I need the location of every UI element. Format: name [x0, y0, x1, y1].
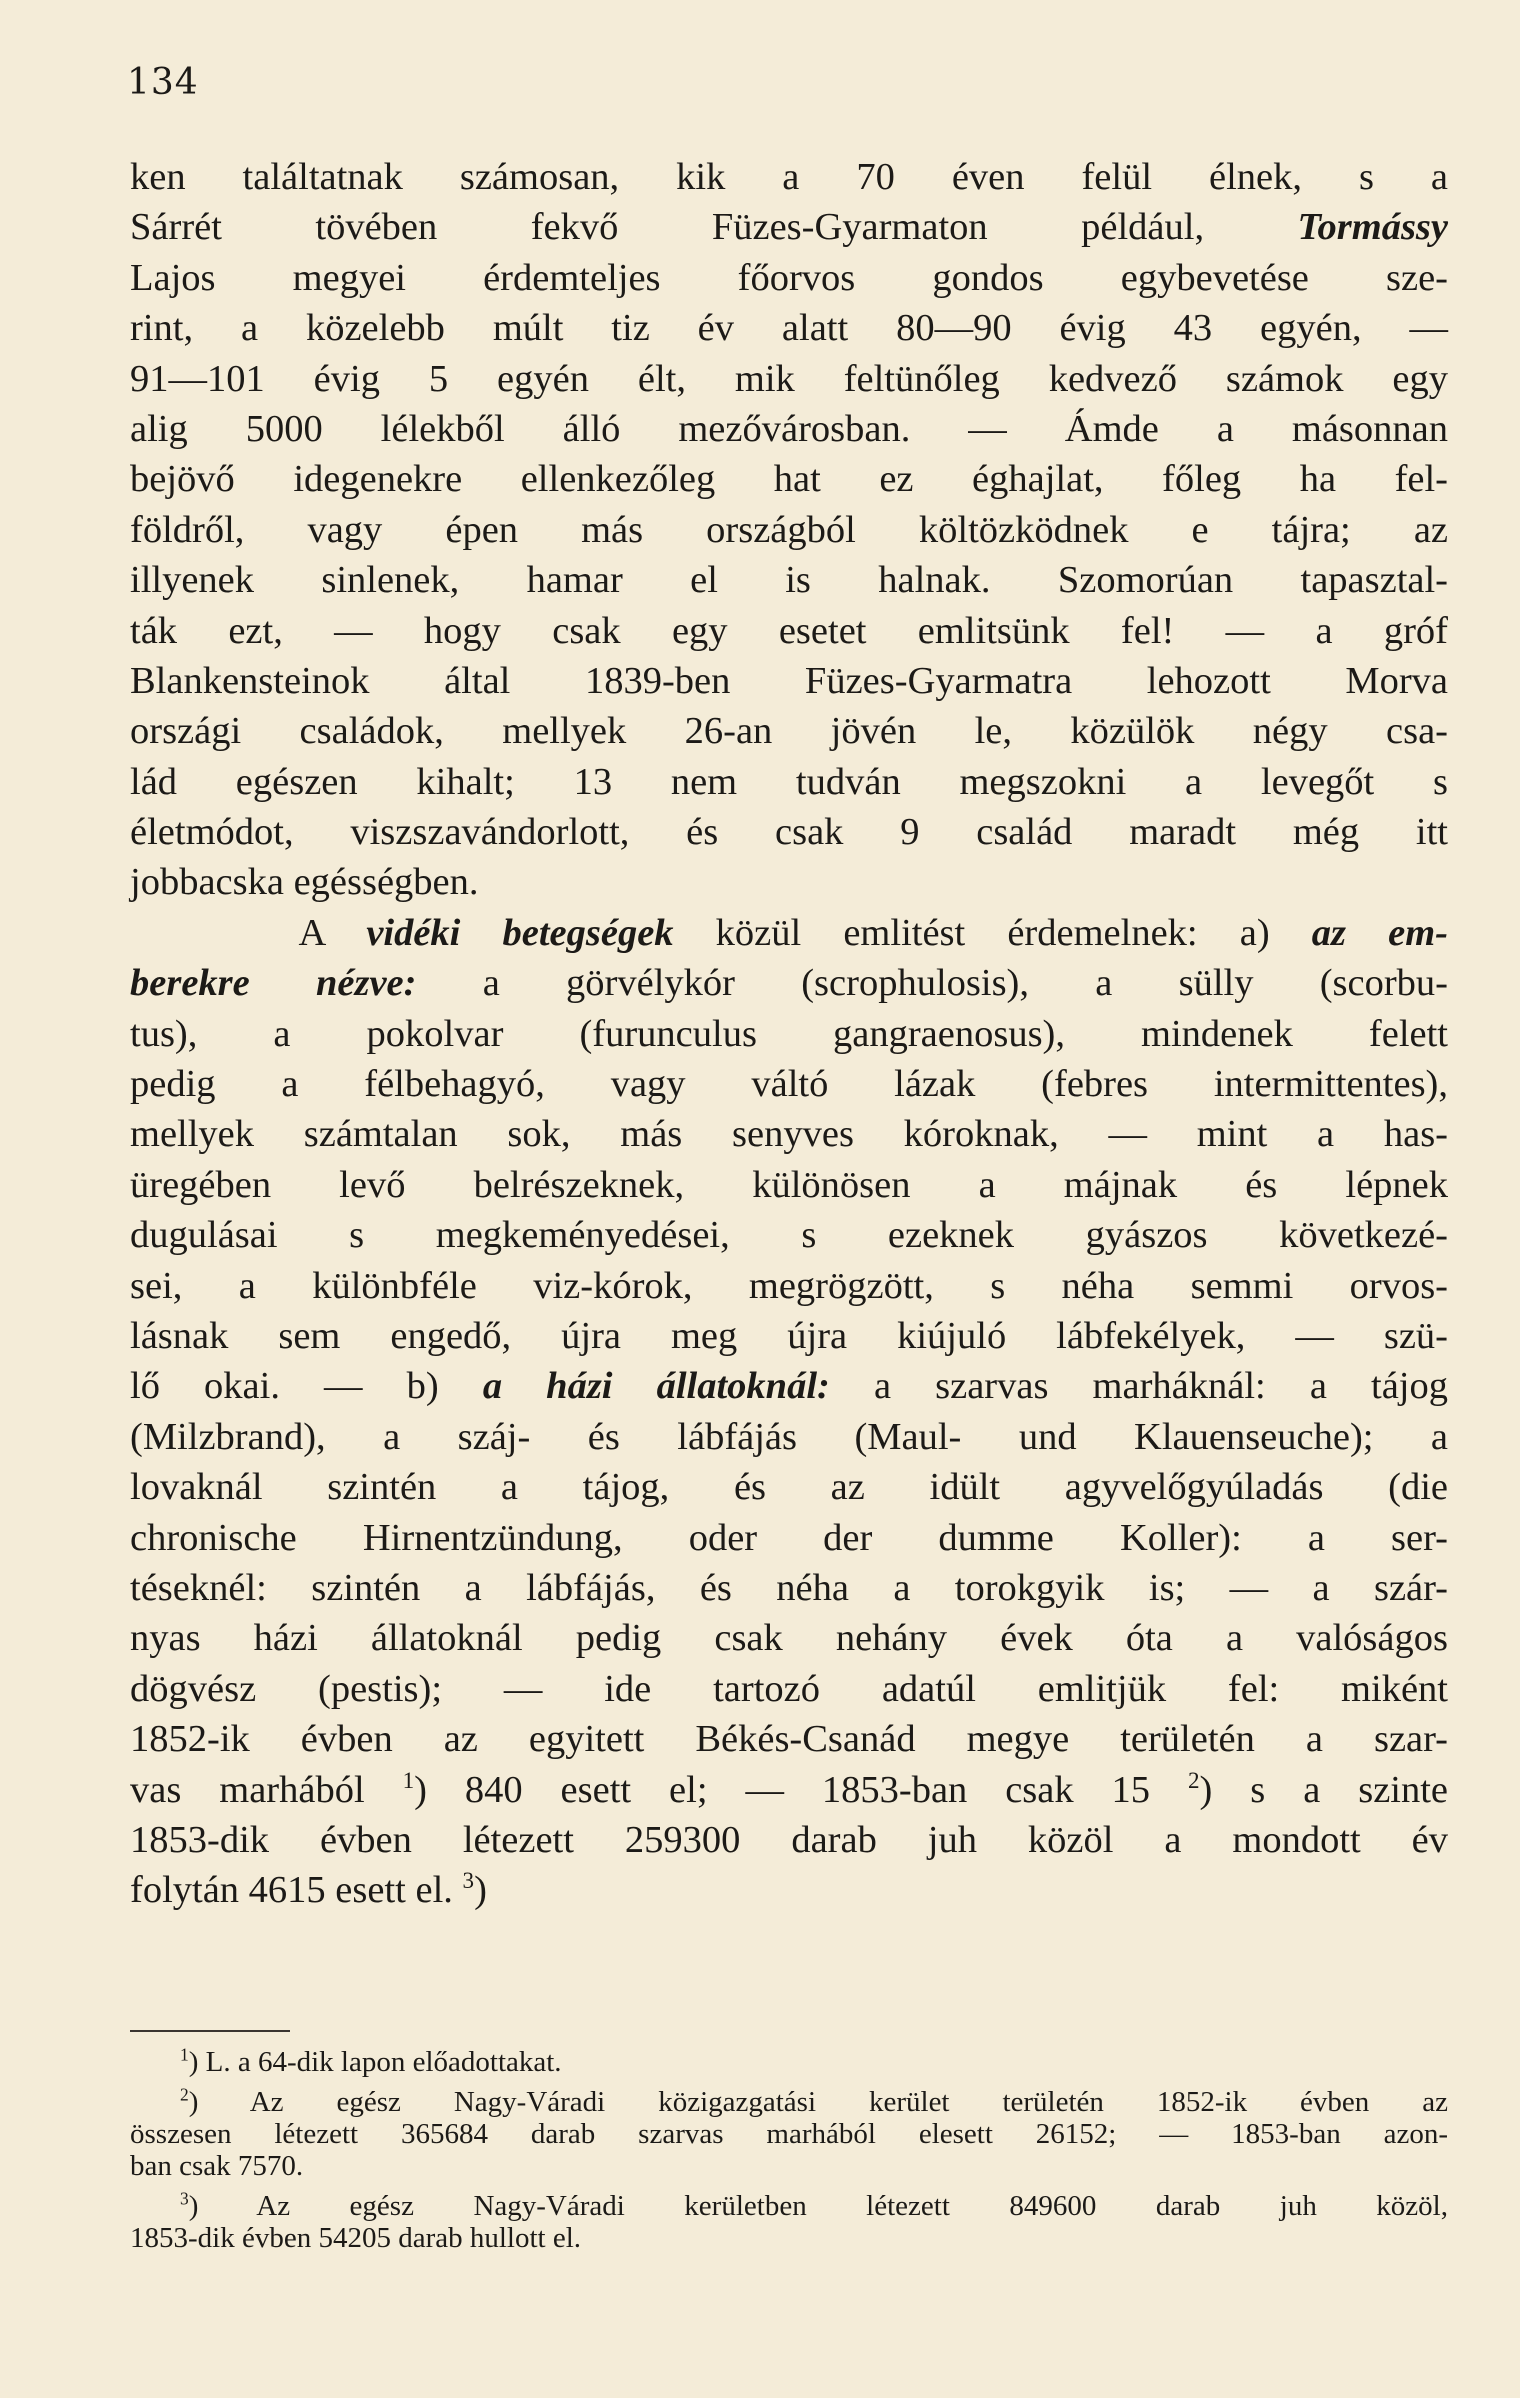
body-line: ken találtatnak számosan, kik a 70 éven felül élnek, s a: [130, 156, 1448, 198]
body-line: jobbacska egésségben.: [130, 861, 479, 904]
footnote-line: $^1$) L. a 64-dik lapon előadottakat.: [180, 2044, 562, 2078]
body-line: országi családok, mellyek 26-an jövén le, közülök négy csa-: [130, 710, 1448, 753]
body-line: Blankensteinok által 1839-ben Füzes-Gyarmatra lehozott Morva: [130, 659, 1448, 702]
body-line: chronische Hirnentzündung, oder der dumme Koller): a ser-: [130, 1516, 1448, 1559]
body-line: vas marhából $^1$) 840 esett el; — 1853-ban csak 15 $^2$) s a szinte: [130, 1766, 1449, 1811]
body-line: 1852-ik évben az egyitett Békés-Csanád megye területén a szar-: [130, 1718, 1448, 1761]
body-line: lád egészen kihalt; 13 nem tudván megszokni a levegőt s: [130, 760, 1448, 803]
body-line: illyenek sinlenek, hamar el is halnak. Szomorúan tapasztal-: [130, 559, 1448, 602]
body-line: Sárrét tövében fekvő Füzes-Gyarmaton például, Tormássy: [130, 206, 1448, 249]
body-line: életmódot, viszszavándorlott, és csak 9 család maradt még itt: [130, 811, 1448, 854]
footnote: [130, 2046, 1448, 2078]
body-line: lásnak sem engedő, újra meg újra kiújuló lábfekélyek, — szü-: [130, 1314, 1448, 1357]
body-line: rint, a közelebb múlt tiz év alatt 80—90 évig 43 egyén, —: [130, 307, 1448, 350]
body-line: berekre nézve: a görvélykór (scrophulosis), a sülly (scorbu-: [130, 962, 1448, 1005]
body-line: dögvész (pestis); — ide tartozó adatúl emlitjük fel: miként: [130, 1667, 1448, 1710]
body-line: (Milzbrand), a száj- és lábfájás (Maul- und Klauenseuche); a: [130, 1415, 1448, 1458]
body-line: téseknél: szintén a lábfájás, és néha a torokgyik is; — a szár-: [130, 1566, 1448, 1609]
footnote-line: 1853-dik évben 54205 darab hullott el.: [130, 2222, 582, 2254]
footnotes: [130, 2046, 1448, 2262]
body-line: lő okai. — b) a házi állatoknál: a szarvas marháknál: a tájog: [130, 1365, 1448, 1408]
body-line: tus), a pokolvar (furunculus gangraenosus), mindenek felett: [130, 1012, 1448, 1055]
body-line: bejövő idegenekre ellenkezőleg hat ez éghajlat, főleg ha fel-: [130, 458, 1448, 501]
body-line: 1853-dik évben létezett 259300 darab juh közöl a mondott év: [130, 1818, 1448, 1861]
footnote-line: $^2$) Az egész Nagy-Váradi közigazgatási kerület területén 1852-ik évben az: [180, 2084, 1448, 2118]
footnote-line: $^3$) Az egész Nagy-Váradi kerületben létezett 849600 darab juh közöl,: [180, 2188, 1448, 2222]
body-line: sei, a különbféle viz-kórok, megrögzött, s néha semmi orvos-: [130, 1264, 1448, 1307]
body-line: A vidéki betegségek közül emlitést érdemelnek: a) az em-: [130, 911, 1448, 954]
body-line: 91—101 évig 5 egyén élt, mik feltünőleg kedvező számok egy: [130, 357, 1448, 400]
footnote: [130, 2086, 1448, 2182]
footnote: [130, 2190, 1448, 2254]
body-line: dugulásai s megkeményedései, s ezeknek gyászos következé-: [130, 1214, 1448, 1257]
body-line: pedig a félbehagyó, vagy váltó lázak (febres intermittentes),: [130, 1063, 1448, 1106]
body-line: folytán 4615 esett el. $^3$): [130, 1867, 487, 1912]
body-line: Lajos megyei érdemteljes főorvos gondos egybevetése sze-: [130, 256, 1448, 299]
body-line: nyas házi állatoknál pedig csak nehány évek óta a valóságos: [130, 1617, 1448, 1660]
body-line: ták ezt, — hogy csak egy esetet emlitsünk fel! — a gróf: [130, 609, 1448, 652]
body-line: üregében levő belrészeknek, különösen a májnak és lépnek: [130, 1163, 1448, 1206]
footnote-line: összesen létezett 365684 darab szarvas marhából elesett 26152; — 1853-ban azon-: [130, 2118, 1448, 2150]
page-number: 134: [127, 62, 199, 103]
body-line: alig 5000 lélekből álló mezővárosban. — Ámde a másonnan: [130, 407, 1448, 450]
body-text: [130, 152, 1448, 1916]
footnote-rule: [130, 2030, 290, 2032]
body-line: lovaknál szintén a tájog, és az idült agyvelőgyúladás (die: [130, 1466, 1448, 1509]
body-line: földről, vagy épen más országból költözködnek e tájra; az: [130, 508, 1448, 551]
body-line: mellyek számtalan sok, más senyves kóroknak, — mint a has-: [130, 1113, 1448, 1156]
footnote-line: ban csak 7570.: [130, 2150, 304, 2182]
